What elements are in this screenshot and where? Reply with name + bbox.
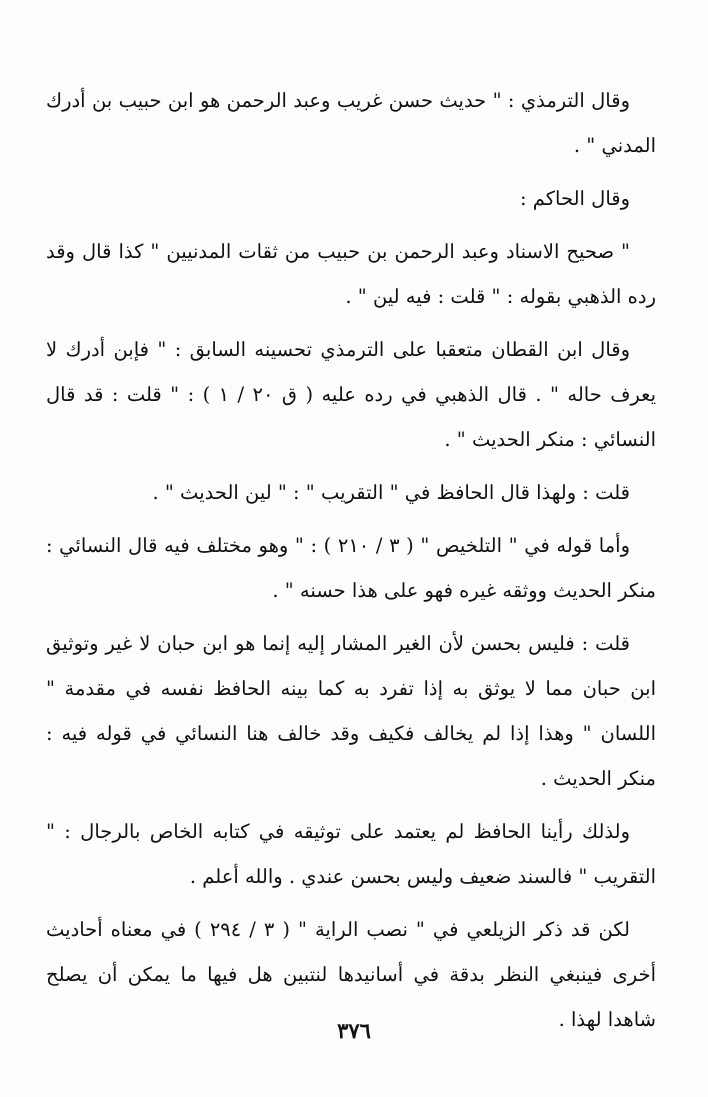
paragraph-talkhis: وأما قوله في " التلخيص " ( ٣ / ٢١٠ ) : " وهو مختلف فيه قال النسائي : منكر الحديث ووثقه غيره فهو على هذا حسنه " . [46, 534, 656, 602]
paragraph-ibn-hibban: قلت : فليس بحسن لأن الغير المشار إليه إنما هو ابن حبان لا غير وتوثيق ابن حبان مما لا يوثق به إذا تفرد به كما بينه الحافظ نفسه في مقدمة " اللسان " وهذا إذا لم يخالف فكيف وقد خالف هنا النسائي في قوله فيه : منكر الحديث . [46, 632, 656, 790]
paragraph-conclusion: ولذلك رأينا الحافظ لم يعتمد على توثيقه في كتابه الخاص بالرجال : " التقريب " فالسند ضعيف وليس بحسن عندي . والله أعلم . [46, 820, 656, 888]
paragraph-hakim-quote: " صحيح الاسناد وعبد الرحمن بن حبيب من ثقات المدنيين " كذا قال وقد رده الذهبي بقوله : " قلت : فيه لين " . [46, 240, 656, 308]
paragraph-tirmidhi: وقال الترمذي : " حديث حسن غريب وعبد الرحمن هو ابن حبيب بن أدرك المدني " . [46, 89, 656, 157]
body-text [46, 78, 656, 1050]
page-number: ٣٧٦ [337, 1018, 371, 1043]
paragraph-zaylai: لكن قد ذكر الزيلعي في " نصب الراية " ( ٣ / ٢٩٤ ) في معناه أحاديث أخرى فينبغي النظر بدقة في أسانيدها لنتبين هل فيها ما يمكن أن يصلح شاهدا لهذا . [46, 918, 656, 1031]
paragraph-hakim-intro: وقال الحاكم : [520, 187, 630, 210]
paragraph-ibn-qattan: وقال ابن القطان متعقبا على الترمذي تحسينه السابق : " فإبن أدرك لا يعرف حاله " . قال الذهبي في رده عليه ( ق ٢٠ / ١ ) : " قلت : قد قال النسائي : منكر الحديث " . [46, 338, 656, 451]
paragraph-taqrib: قلت : ولهذا قال الحافظ في " التقريب " : " لين الحديث " . [152, 481, 630, 504]
